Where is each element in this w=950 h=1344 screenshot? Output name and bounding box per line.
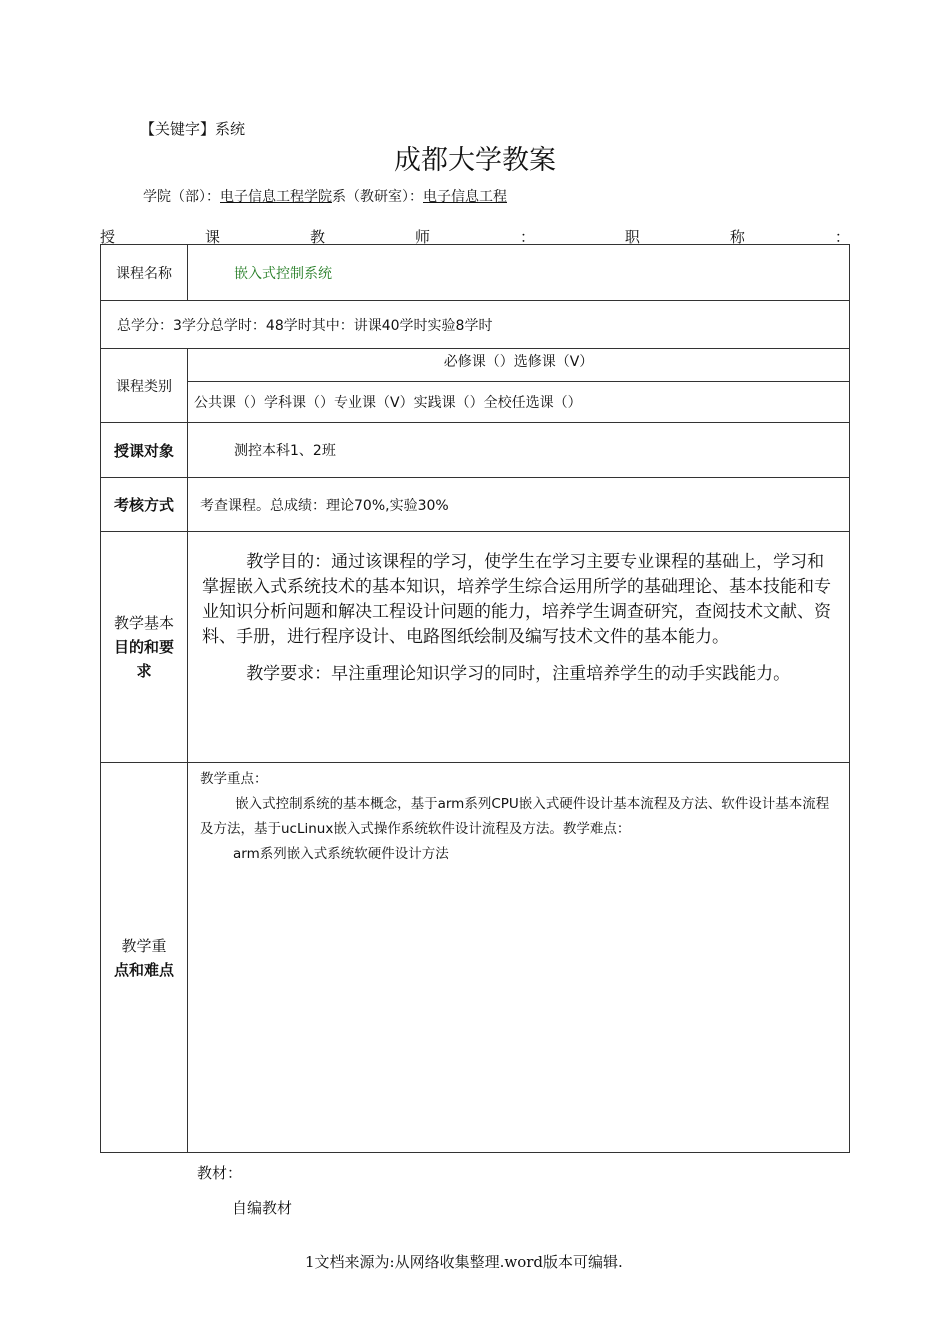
college-value: 电子信息工程学院 [220,189,332,205]
teacher-char: ： [519,228,535,246]
key-points-main: 嵌入式控制系统的基本概念，基于arm系列CPU嵌入式硬件设计基本流程及方法、软件设计基本流程及方法，基于ucLinux嵌入式操作系统软件设计流程及方法。教学难点： [200,796,830,837]
hours-row [101,301,850,349]
course-type-row-1 [101,349,850,382]
key-points-label-line: 教学重 [121,936,167,955]
teacher-char: 职 [624,228,640,246]
objectives-content [188,532,850,763]
page-title: 成都大学教案 [394,145,556,176]
audience-label: 授课对象 [101,423,188,478]
objectives-label-line: 目的和要 [113,638,174,656]
keyword-line: 【关键字】系统 [140,120,246,138]
key-points-label [101,763,188,1153]
key-points-difficulty: arm系列嵌入式系统软硬件设计方法 [233,846,449,862]
key-points-heading: 教学重点： [200,771,268,787]
footer-note: 1文档来源为:从网络收集整理.word版本可编辑. [305,1253,623,1271]
teacher-char: 称 [729,228,745,246]
objectives-requirement: 教学要求：早注重理论知识学习的同时，注重培养学生的动手实践能力。 [246,664,791,684]
dept-label: 系（教研室）： [332,189,423,205]
course-name-label: 课程名称 [101,245,188,301]
teacher-char: ： [834,228,850,246]
assessment-value: 考查课程。总成绩：理论70%,实验30% [188,478,850,532]
course-type-label: 课程类别 [101,349,188,423]
textbook-value: 自编教材 [232,1199,293,1217]
teacher-char: 教 [309,228,325,246]
objectives-label-line: 求 [136,662,152,680]
course-type-row-2 [101,382,850,423]
key-points-label-line: 点和难点 [113,960,174,979]
course-type-required: 必修课（）选修课（V） [188,349,850,382]
objectives-purpose: 教学目的：通过该课程的学习，使学生在学习主要专业课程的基础上，学习和掌握嵌入式系统技术的基本知识，培养学生综合运用所学的基础理论、基本技能和专业知识分析问题和解决工程设计问题的能力，培养学生调查研究，查阅技术文献、资料、手册，进行程序设计、电路图纸绘制及编写技术文件的基本能力。 [202,552,831,647]
key-points-row [101,763,850,1153]
audience-text: 测控本科1、2班 [234,443,336,459]
objectives-label [101,532,188,763]
course-name-value [188,245,850,301]
textbook-label: 教材： [197,1164,243,1182]
teacher-char: 课 [204,228,220,246]
assessment-row [101,478,850,532]
hours-text: 总学分：3学分总学时：48学时其中：讲课40学时实验8学时 [101,301,850,349]
course-name-text: 嵌入式控制系统 [234,265,332,282]
lesson-plan-table [100,244,850,1153]
teacher-char: 授 [100,228,116,246]
college-label: 学院（部）： [143,189,220,205]
key-points-content [188,763,850,1153]
objectives-row [101,532,850,763]
teacher-char: 师 [414,228,430,246]
assessment-label: 考核方式 [101,478,188,532]
college-line [143,186,507,206]
audience-row [101,423,850,478]
course-name-row [101,245,850,301]
objectives-label-line: 教学基本 [113,614,174,632]
audience-value [188,423,850,478]
course-type-category: 公共课（）学科课（）专业课（V）实践课（）全校任选课（） [188,382,850,423]
dept-value: 电子信息工程 [423,189,507,205]
